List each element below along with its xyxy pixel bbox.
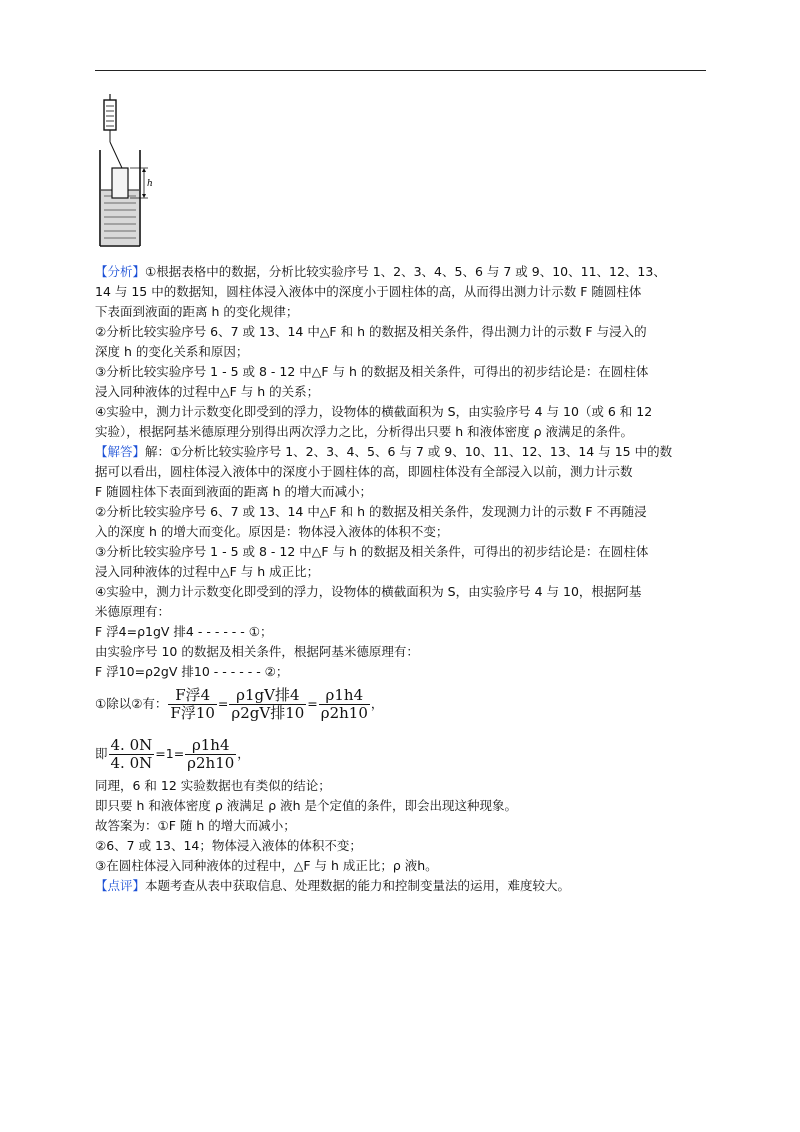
- answer-line-4: ②分析比较实验序号 6、7 或 13、14 中△F 和 h 的数据及相关条件，发现测力计的示数 F 不再随浸: [95, 504, 647, 519]
- fraction-buoyancy: $\frac{\text{F浮4}}{\text{F浮10}}$: [170, 685, 215, 722]
- answer-line-8: ④实验中，测力计示数变化即受到的浮力，设物体的横截面积为 S，由实验序号 4 与 10，根据阿基: [95, 584, 642, 599]
- analysis-tag: 【分析】: [95, 264, 146, 279]
- answer-line-7: 浸入同种液体的过程中△F 与 h 成正比；: [95, 564, 320, 579]
- answer-line-3: F 随圆柱体下表面到液面的距离 h 的增大而减小；: [95, 484, 373, 499]
- h-label: h: [147, 179, 153, 189]
- answer-line-5: 入的深度 h 的增大而变化。原因是：物体浸入液体的体积不变；: [95, 524, 449, 539]
- answer-line-2: 据可以看出，圆柱体浸入液体中的深度小于圆柱体的高，即圆柱体没有全部浸入以前，测力计示数: [95, 464, 633, 479]
- ratio-equation: 即 $\frac{4. 0N}{4. 0N}$ =1= $\frac{\rho 1h4}{\rho 2h10}$ ，: [95, 735, 250, 772]
- comment-tag: 【点评】: [95, 878, 146, 893]
- division-prefix: ①除以②有：: [95, 696, 168, 711]
- answer-line-15: ③在圆柱体浸入同种液体的过程中，△F 与 h 成正比；ρ 液h。: [95, 858, 438, 873]
- analysis-line-4: ②分析比较实验序号 6、7 或 13、14 中△F 和 h 的数据及相关条件，得出测力计的示数 F 与浸入的: [95, 324, 647, 339]
- analysis-line-8: ④实验中，测力计示数变化即受到的浮力，设物体的横截面积为 S，由实验序号 4 与 10（或 6 和 12: [95, 404, 653, 419]
- equation-2: F 浮10=ρ2gV 排10 - - - - - - ②；: [95, 664, 289, 679]
- analysis-line-7: 浸入同种液体的过程中△F 与 h 的关系；: [95, 384, 320, 399]
- answer-tag: 【解答】: [95, 444, 146, 459]
- equation-1: F 浮4=ρ1gV 排4 - - - - - - ①；: [95, 624, 273, 639]
- answer-line-11: 同理，6 和 12 实验数据也有类似的结论；: [95, 778, 331, 793]
- comment-line-1: 【点评】本题考查从表中获取信息、处理数据的能力和控制变量法的运用，难度较大。: [95, 878, 571, 893]
- answer-line-14: ②6、7 或 13、14；物体浸入液体的体积不变；: [95, 838, 362, 853]
- fraction-density-depth: $\frac{\rho 1h4}{\rho 2h10}$: [320, 685, 368, 722]
- header-rule: [95, 70, 706, 71]
- ratio-prefix: 即: [95, 746, 108, 761]
- analysis-line-9: 实验），根据阿基米德原理分别得出两次浮力之比，分析得出只要 h 和液体密度 ρ 液满足的条件。: [95, 424, 634, 439]
- analysis-line-5: 深度 h 的变化关系和原因；: [95, 344, 249, 359]
- fraction-force-ratio: $\frac{4. 0N}{4. 0N}$: [110, 735, 153, 772]
- analysis-line-1: 【分析】①根据表格中的数据，分析比较实验序号 1、2、3、4、5、6 与 7 或 9、10、11、12、13、: [95, 264, 666, 279]
- answer-line-12: 即只要 h 和液体密度 ρ 液满足 ρ 液h 是个定值的条件，即会出现这种现象。: [95, 798, 518, 813]
- solution-content: [95, 262, 707, 896]
- answer-line-1: 【解答】解：①分析比较实验序号 1、2、3、4、5、6 与 7 或 9、10、11、12、13、14 与 15 中的数: [95, 444, 673, 459]
- answer-line-9: 米德原理有：: [95, 604, 171, 619]
- analysis-line-6: ③分析比较实验序号 1 - 5 或 8 - 12 中△F 与 h 的数据及相关条件，可得出的初步结论是：在圆柱体: [95, 364, 649, 379]
- answer-line-13: 故答案为：①F 随 h 的增大而减小；: [95, 818, 296, 833]
- answer-line-6: ③分析比较实验序号 1 - 5 或 8 - 12 中△F 与 h 的数据及相关条件，可得出的初步结论是：在圆柱体: [95, 544, 649, 559]
- fraction-density-depth-2: $\frac{\rho 1h4}{\rho 2h10}$: [187, 735, 235, 772]
- fraction-density-volume: $\frac{\text{ρ1gV排4}}{\text{ρ2gV排10}}$: [231, 685, 305, 722]
- analysis-line-3: 下表面到液面的距离 h 的变化规律；: [95, 304, 299, 319]
- answer-line-10: 由实验序号 10 的数据及相关条件，根据阿基米德原理有：: [95, 644, 419, 659]
- division-equation: ①除以②有： $\frac{\text{F浮4}}{\text{F浮10}}$ = $\frac{\text{ρ1gV排4}}{\text{ρ2gV排10}}$ = $\frac{\rho 1h4}{\rho 2h10}$ ，: [95, 685, 384, 722]
- experiment-diagram: [96, 94, 158, 250]
- analysis-line-2: 14 与 15 中的数据知，圆柱体浸入液体中的深度小于圆柱体的高，从而得出测力计示数 F 随圆柱体: [95, 284, 642, 299]
